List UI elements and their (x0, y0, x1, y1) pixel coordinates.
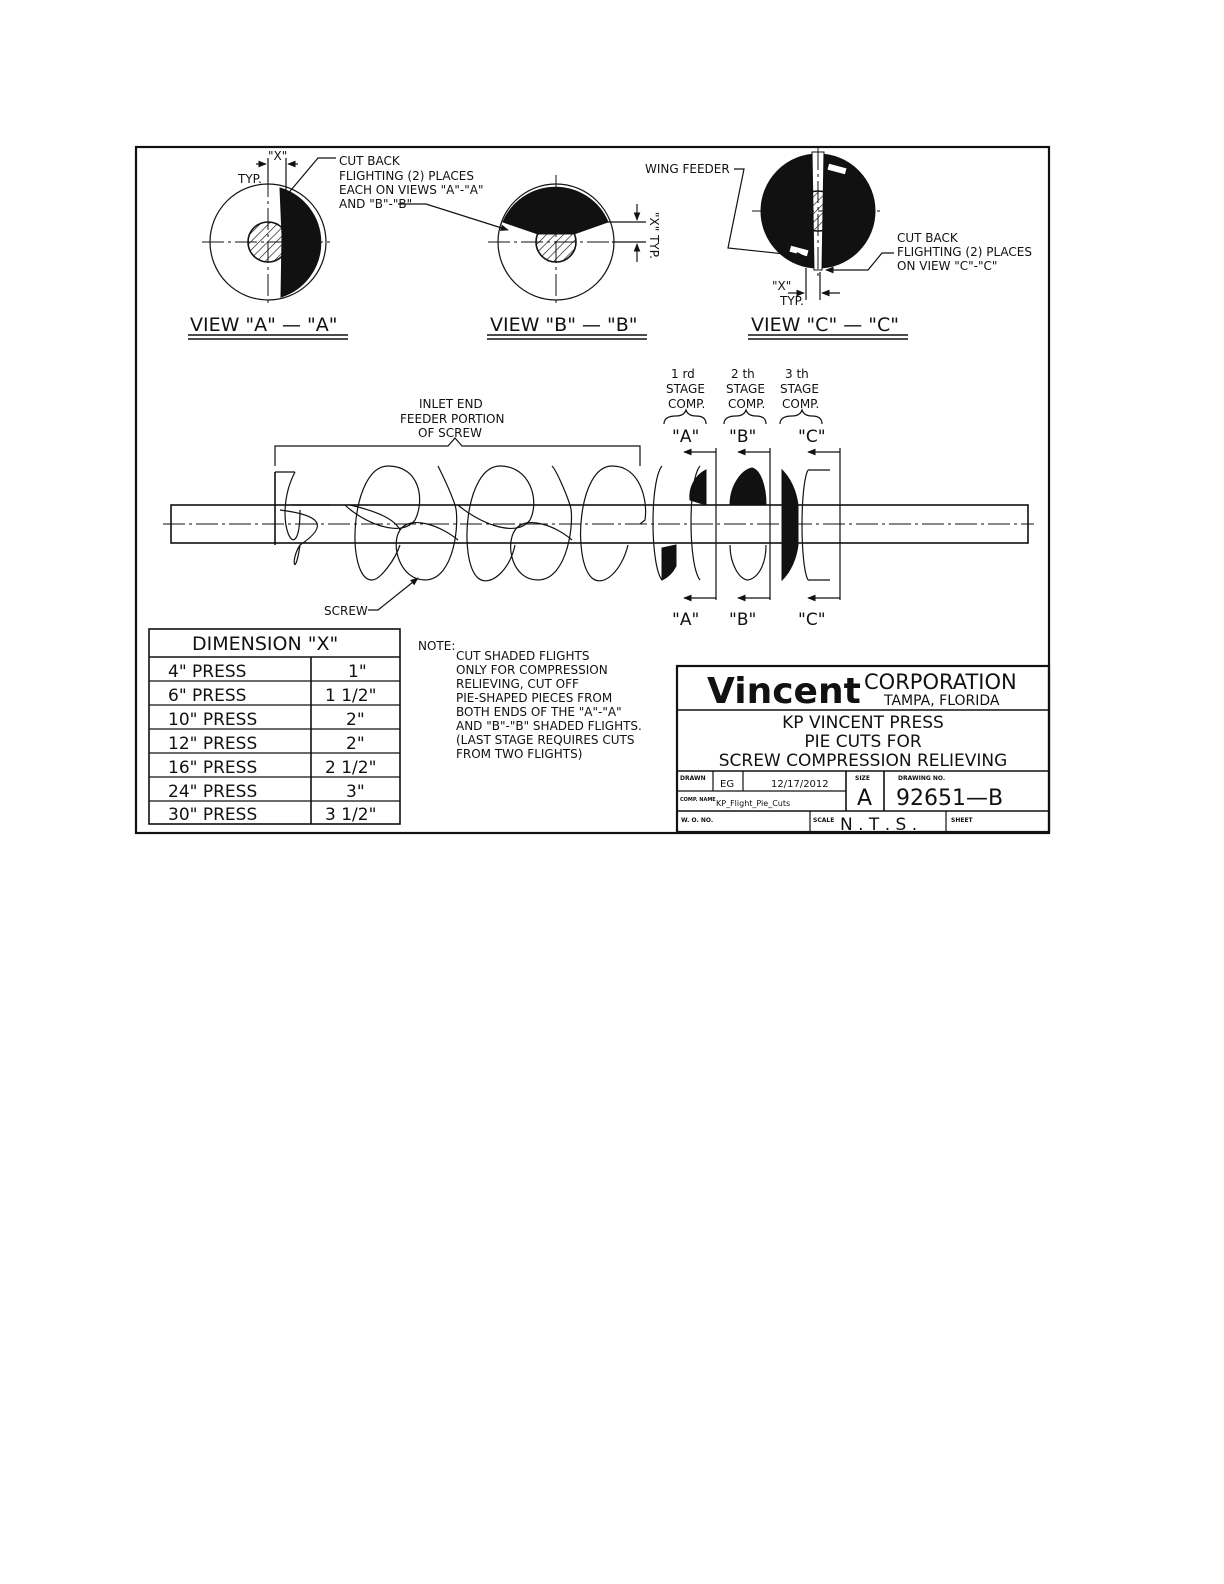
typ-label-c: TYP. (780, 294, 804, 308)
table-x-cell: 3" (346, 782, 365, 802)
size-value: A (857, 786, 873, 811)
wo-label: W. O. NO. (681, 817, 714, 824)
table-x-cell: 2 1/2" (325, 758, 377, 778)
view-c-section (748, 148, 908, 339)
callout-ab-line2: FLIGHTING (2) PLACES (339, 169, 474, 183)
view-b-title: VIEW "B" — "B" (490, 314, 638, 336)
drawing-no-label: DRAWING NO. (898, 775, 946, 782)
table-row (168, 758, 376, 778)
note-block (418, 639, 642, 761)
stage-3-section-top: "C" (798, 427, 826, 447)
table-row (168, 662, 367, 682)
dimension-table (149, 629, 400, 825)
stage-1-line3: COMP. (668, 397, 706, 411)
stage-1-section-bottom: "A" (672, 610, 700, 630)
table-press-cell: 12" PRESS (168, 734, 258, 754)
feeder-flights (280, 466, 646, 581)
comp-name-label: COMP. NAME (680, 797, 716, 803)
table-press-cell: 24" PRESS (168, 782, 258, 802)
table-row (168, 805, 376, 825)
typ-label-a: TYP. (238, 172, 262, 186)
view-c-title: VIEW "C" — "C" (751, 314, 900, 336)
stage-3-line2: STAGE (780, 382, 819, 396)
callout-cut-back-ab (339, 154, 508, 230)
inlet-label-3: OF SCREW (418, 426, 482, 440)
stage-3-section-bottom: "C" (798, 610, 826, 630)
note-line: (LAST STAGE REQUIRES CUTS (456, 733, 635, 747)
note-line: PIE-SHAPED PIECES FROM (456, 691, 613, 705)
callout-ab-line4: AND "B"-"B" (339, 197, 413, 211)
stage-c-shade (782, 470, 798, 580)
note-line: FROM TWO FLIGHTS) (456, 747, 583, 761)
note-line: RELIEVING, CUT OFF (456, 677, 579, 691)
size-label: SIZE (855, 775, 871, 782)
table-x-cell: 2" (346, 734, 365, 754)
scale-value: N . T . S . (840, 815, 918, 835)
screw-elevation (163, 397, 1034, 618)
stage-2-line1: 2 th (731, 367, 755, 381)
location-label: TAMPA, FLORIDA (884, 693, 1000, 709)
sheet-label: SHEET (951, 817, 973, 824)
screw-label: SCREW (324, 604, 368, 618)
drawing-title-line1: KP VINCENT PRESS (782, 713, 944, 733)
note-line: CUT SHADED FLIGHTS (456, 649, 590, 663)
stage-3-line3: COMP. (782, 397, 820, 411)
corporation-label: CORPORATION (864, 670, 1017, 694)
stage-2-line3: COMP. (728, 397, 766, 411)
stage-a-shade-lower (662, 545, 676, 580)
drawing-no: 92651—B (896, 786, 1004, 811)
table-row (168, 734, 365, 754)
stage-2-section-bottom: "B" (729, 610, 757, 630)
note-label: NOTE: (418, 639, 456, 653)
stage-1-line2: STAGE (666, 382, 705, 396)
table-press-cell: 4" PRESS (168, 662, 247, 682)
drawn-by: EG (720, 779, 735, 790)
stage-2-section-top: "B" (729, 427, 757, 447)
inlet-label-2: FEEDER PORTION (400, 412, 505, 426)
callout-ab-line1: CUT BACK (339, 154, 400, 168)
callout-c-line1: CUT BACK (897, 231, 958, 245)
table-press-cell: 30" PRESS (168, 805, 258, 825)
inlet-bracket (275, 438, 640, 466)
stage-1-section-top: "A" (672, 427, 700, 447)
title-block (677, 666, 1049, 835)
table-x-cell: 1" (348, 662, 367, 682)
drawn-label: DRAWN (680, 775, 706, 782)
table-press-cell: 6" PRESS (168, 686, 247, 706)
table-x-cell: 3 1/2" (325, 805, 377, 825)
table-row (168, 782, 365, 802)
note-line: AND "B"-"B" SHADED FLIGHTS. (456, 719, 642, 733)
stage-2-line2: STAGE (726, 382, 765, 396)
inlet-label-1: INLET END (419, 397, 483, 411)
dimension-table-title: DIMENSION "X" (192, 633, 339, 655)
note-line: BOTH ENDS OF THE "A"-"A" (456, 705, 622, 719)
stage-flights (653, 466, 830, 580)
table-row (168, 710, 365, 730)
table-x-cell: 2" (346, 710, 365, 730)
dim-x-typ-b: "X" TYP. (647, 212, 661, 259)
dim-x-label-c: "X" (772, 279, 792, 293)
drawing-title-line2: PIE CUTS FOR (804, 732, 922, 752)
view-a-section (188, 149, 348, 339)
wing-feeder-label: WING FEEDER (645, 162, 730, 176)
drawn-date: 12/17/2012 (771, 779, 829, 790)
table-press-cell: 16" PRESS (168, 758, 258, 778)
stage-3-line1: 3 th (785, 367, 809, 381)
callout-c-line2: FLIGHTING (2) PLACES (897, 245, 1032, 259)
drawing-title-line3: SCREW COMPRESSION RELIEVING (718, 751, 1008, 771)
comp-name: KP_Flight_Pie_Cuts (716, 799, 791, 808)
scale-label: SCALE (813, 817, 835, 824)
callout-ab-line3: EACH ON VIEWS "A"-"A" (339, 183, 484, 197)
brand-logo: Vincent (707, 671, 861, 712)
table-x-cell: 1 1/2" (325, 686, 377, 706)
view-b-section (487, 175, 661, 339)
stage-b-shade-upper (730, 468, 766, 505)
table-press-cell: 10" PRESS (168, 710, 258, 730)
callout-c-line3: ON VIEW "C"-"C" (897, 259, 998, 273)
stage-1-line1: 1 rd (671, 367, 695, 381)
dim-x-label-a: "X" (268, 149, 288, 163)
view-a-title: VIEW "A" — "A" (190, 314, 338, 336)
note-line: ONLY FOR COMPRESSION (456, 663, 608, 677)
table-row (168, 686, 376, 706)
